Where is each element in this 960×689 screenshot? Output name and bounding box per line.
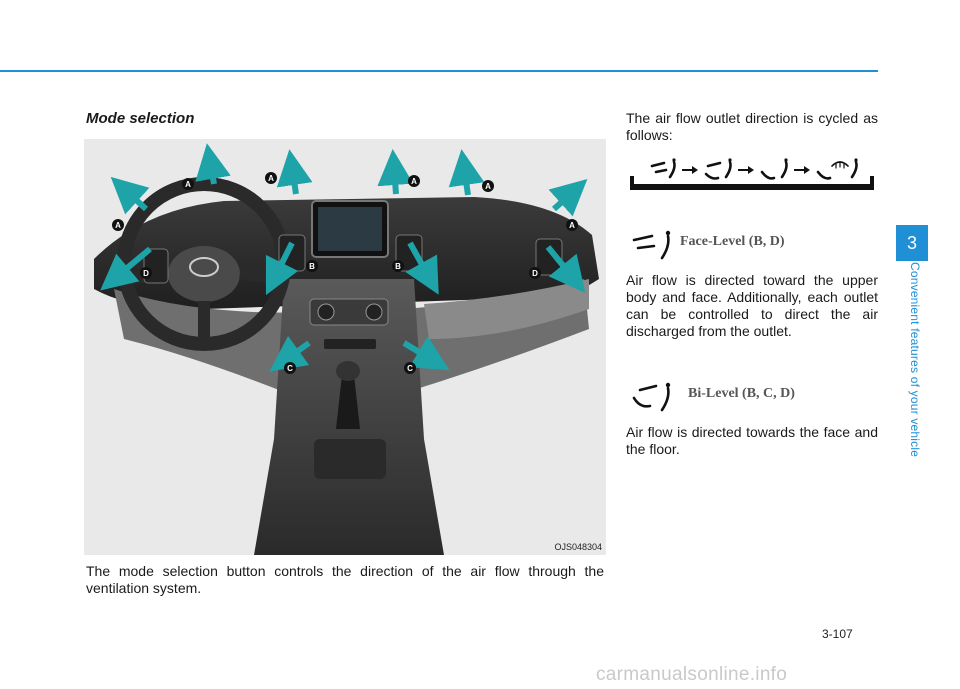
- dashboard-illustration: [84, 139, 606, 555]
- bi-level-mode-icon: [706, 158, 732, 178]
- marker-c-1: [284, 362, 296, 374]
- arrow-icon: [748, 166, 754, 174]
- bi-level-description: Air flow is directed towards the face and the floor.: [626, 424, 878, 457]
- marker-b-2: [392, 260, 404, 272]
- face-level-description: Air flow is directed toward the upper body and face. Additionally, each outlet can be controlled to direct the air discharged from the outlet.: [626, 272, 878, 339]
- svg-text:D: D: [532, 269, 538, 278]
- bi-level-title: Bi-Level (B, C, D): [688, 386, 795, 401]
- marker-a-2: [265, 172, 277, 184]
- marker-b-1: [306, 260, 318, 272]
- marker-d-1: [140, 267, 152, 279]
- arrow-icon: [692, 166, 698, 174]
- marker-a-5: [112, 219, 124, 231]
- top-rule: [0, 70, 878, 72]
- marker-c-2: [404, 362, 416, 374]
- caption-text: The mode selection button controls the direction of the air flow through the ventilation system.: [86, 563, 604, 596]
- svg-text:A: A: [185, 180, 191, 189]
- face-level-title: Face-Level (B, D): [680, 234, 785, 249]
- svg-text:C: C: [287, 364, 293, 373]
- marker-d-2: [529, 267, 541, 279]
- bi-level-icon: [630, 380, 680, 414]
- chapter-title: Convenient features of your vehicle: [908, 262, 922, 458]
- marker-a-1: [182, 178, 194, 190]
- cycle-intro: The air flow outlet direction is cycled as follows:: [626, 110, 878, 143]
- marker-a-4: [482, 180, 494, 192]
- svg-text:B: B: [309, 262, 315, 271]
- marker-a-6: [566, 219, 578, 231]
- floor-defrost-mode-icon: [818, 158, 858, 178]
- face-mode-icon: [652, 158, 676, 177]
- face-level-heading: [626, 226, 878, 262]
- svg-text:A: A: [411, 177, 417, 186]
- floor-mode-icon: [762, 158, 788, 178]
- svg-text:A: A: [268, 174, 274, 183]
- mode-cycle-diagram: [626, 156, 878, 196]
- svg-text:B: B: [395, 262, 401, 271]
- face-level-icon: [630, 228, 680, 262]
- arrow-icon: [804, 166, 810, 174]
- figure-code: OJS048304: [554, 542, 602, 552]
- svg-text:C: C: [407, 364, 413, 373]
- marker-a-3: [408, 175, 420, 187]
- bi-level-heading: [626, 378, 878, 414]
- svg-text:A: A: [485, 182, 491, 191]
- svg-text:A: A: [569, 221, 575, 230]
- watermark: carmanualsonline.info: [596, 664, 788, 685]
- page-number: 3-107: [822, 627, 853, 641]
- dashboard-figure: [84, 139, 606, 555]
- svg-text:D: D: [143, 269, 149, 278]
- section-title: Mode selection: [86, 110, 195, 127]
- svg-text:A: A: [115, 221, 121, 230]
- chapter-tab: 3: [896, 225, 928, 261]
